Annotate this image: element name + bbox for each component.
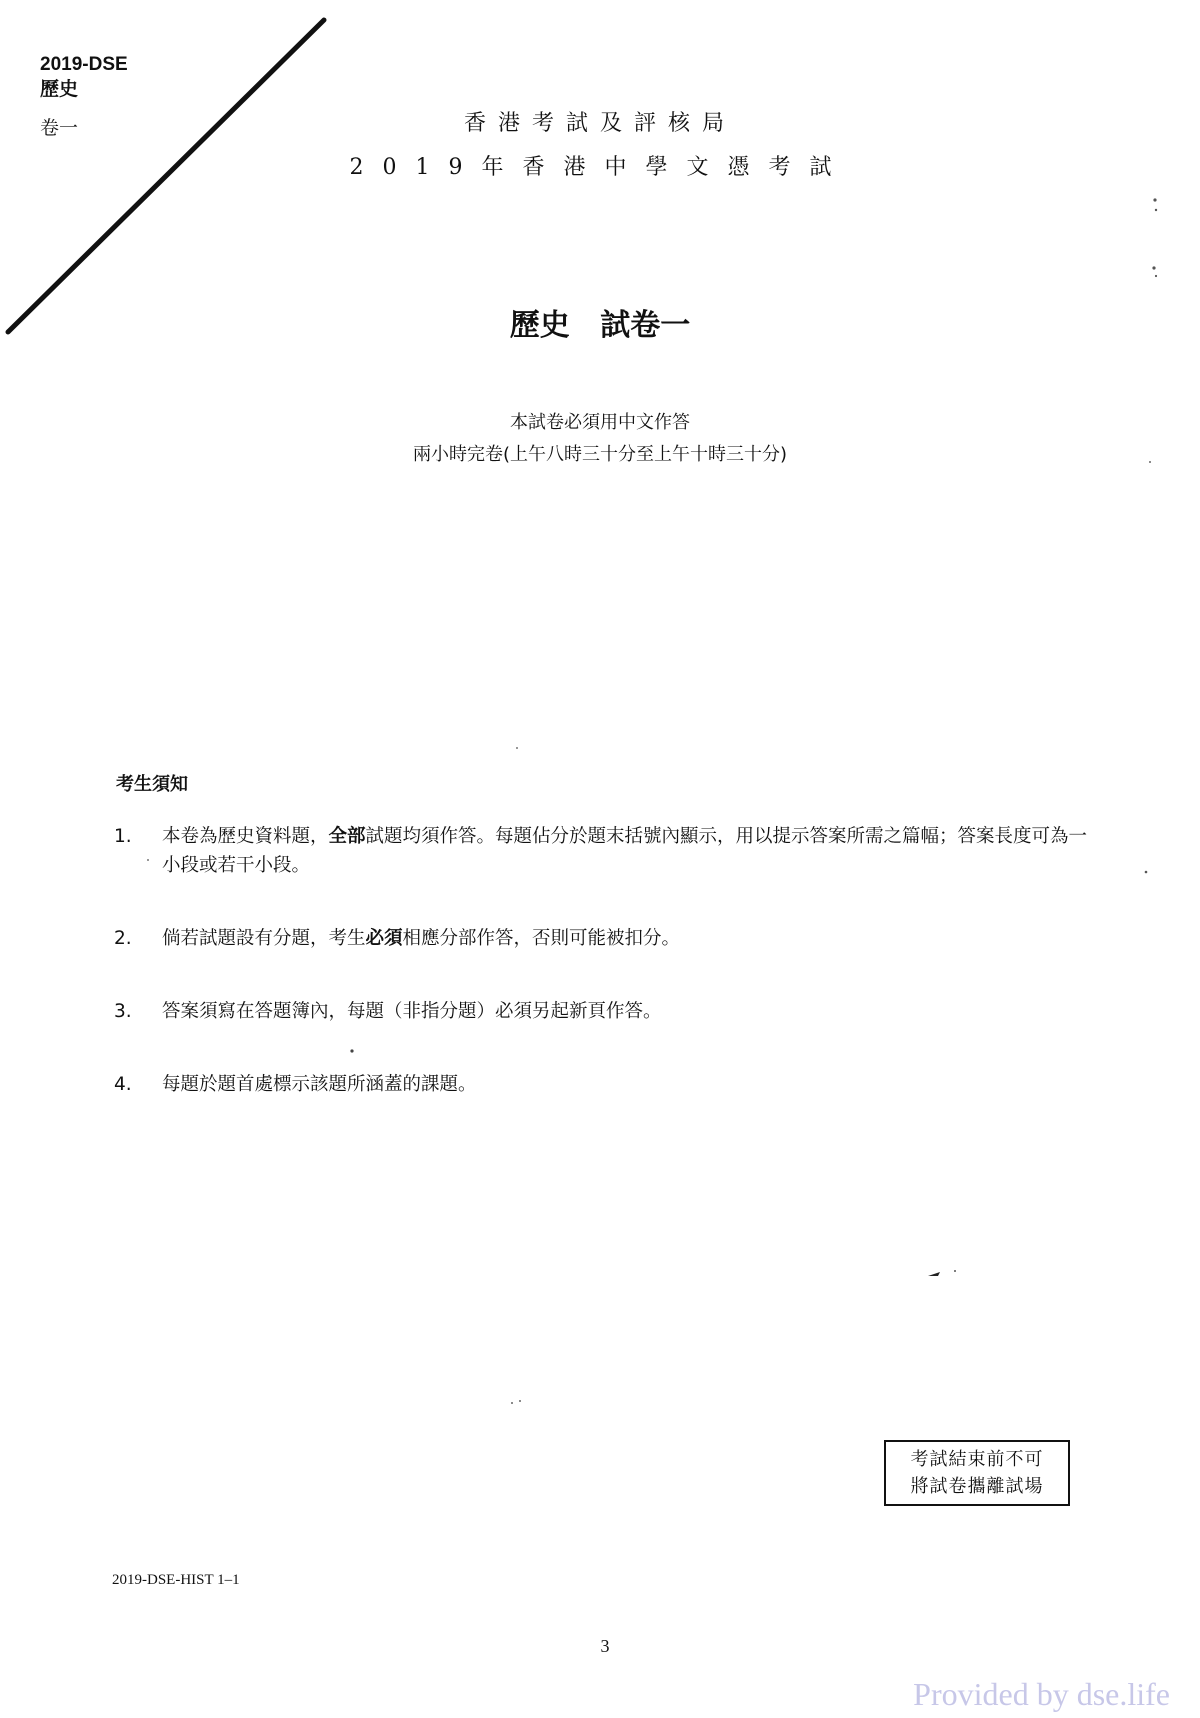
- notice-item: [114, 822, 1094, 880]
- notice-number: 1.: [114, 826, 132, 847]
- notice-item: [114, 997, 1094, 1026]
- stamp-line: 將試卷攜離試場: [910, 1476, 1044, 1497]
- notice-number: 3.: [114, 1001, 132, 1022]
- notice-number: 4.: [114, 1074, 132, 1095]
- authority-name: 香港考試及評核局: [463, 111, 736, 136]
- page-number: 3: [600, 1636, 610, 1656]
- duration-instruction: 兩小時完卷(上午八時三十分至上午十時三十分): [412, 444, 788, 465]
- notice-emphasis: 全部: [328, 826, 366, 847]
- notice-text: 試題均須作答。每題佔分於題末括號內顯示，用以提示答案所需之篇幅；答案長度可為一小段或若干小段。: [162, 826, 1088, 876]
- no-removal-stamp: [884, 1440, 1070, 1506]
- paper-title: 歷史 試卷一: [509, 308, 691, 343]
- notice-text: 本卷為歷史資料題，: [162, 826, 329, 847]
- corner-label: [40, 52, 128, 141]
- watermark: Provided by dse.life: [913, 1676, 1170, 1712]
- corner-subject: 歷史: [40, 79, 79, 100]
- notice-item: [114, 924, 1094, 953]
- corner-year-code: 2019-DSE: [40, 54, 128, 75]
- notice-number: 2.: [114, 928, 132, 949]
- exam-name: 2019年香港中學文憑考試: [349, 155, 851, 180]
- notice-emphasis: 必須: [365, 928, 403, 949]
- corner-paper: 卷一: [40, 117, 79, 139]
- notice-text: 答案須寫在答題簿內，每題（非指分題）必須另起新頁作答。: [162, 1001, 662, 1022]
- notice-item: [114, 1070, 1094, 1099]
- notice-text: 倘若試題設有分題，考生: [162, 928, 366, 949]
- language-instruction: 本試卷必須用中文作答: [510, 412, 690, 433]
- paper-code: 2019-DSE-HIST 1–1: [112, 1572, 240, 1588]
- stamp-line: 考試結束前不可: [910, 1449, 1044, 1470]
- notice-heading: 考生須知: [116, 774, 188, 795]
- notice-text: 每題於題首處標示該題所涵蓋的課題。: [162, 1074, 477, 1095]
- notice-list: [114, 822, 1094, 1143]
- diagonal-strike-line: [0, 0, 340, 340]
- notice-text: 相應分部作答，否則可能被扣分。: [402, 928, 681, 949]
